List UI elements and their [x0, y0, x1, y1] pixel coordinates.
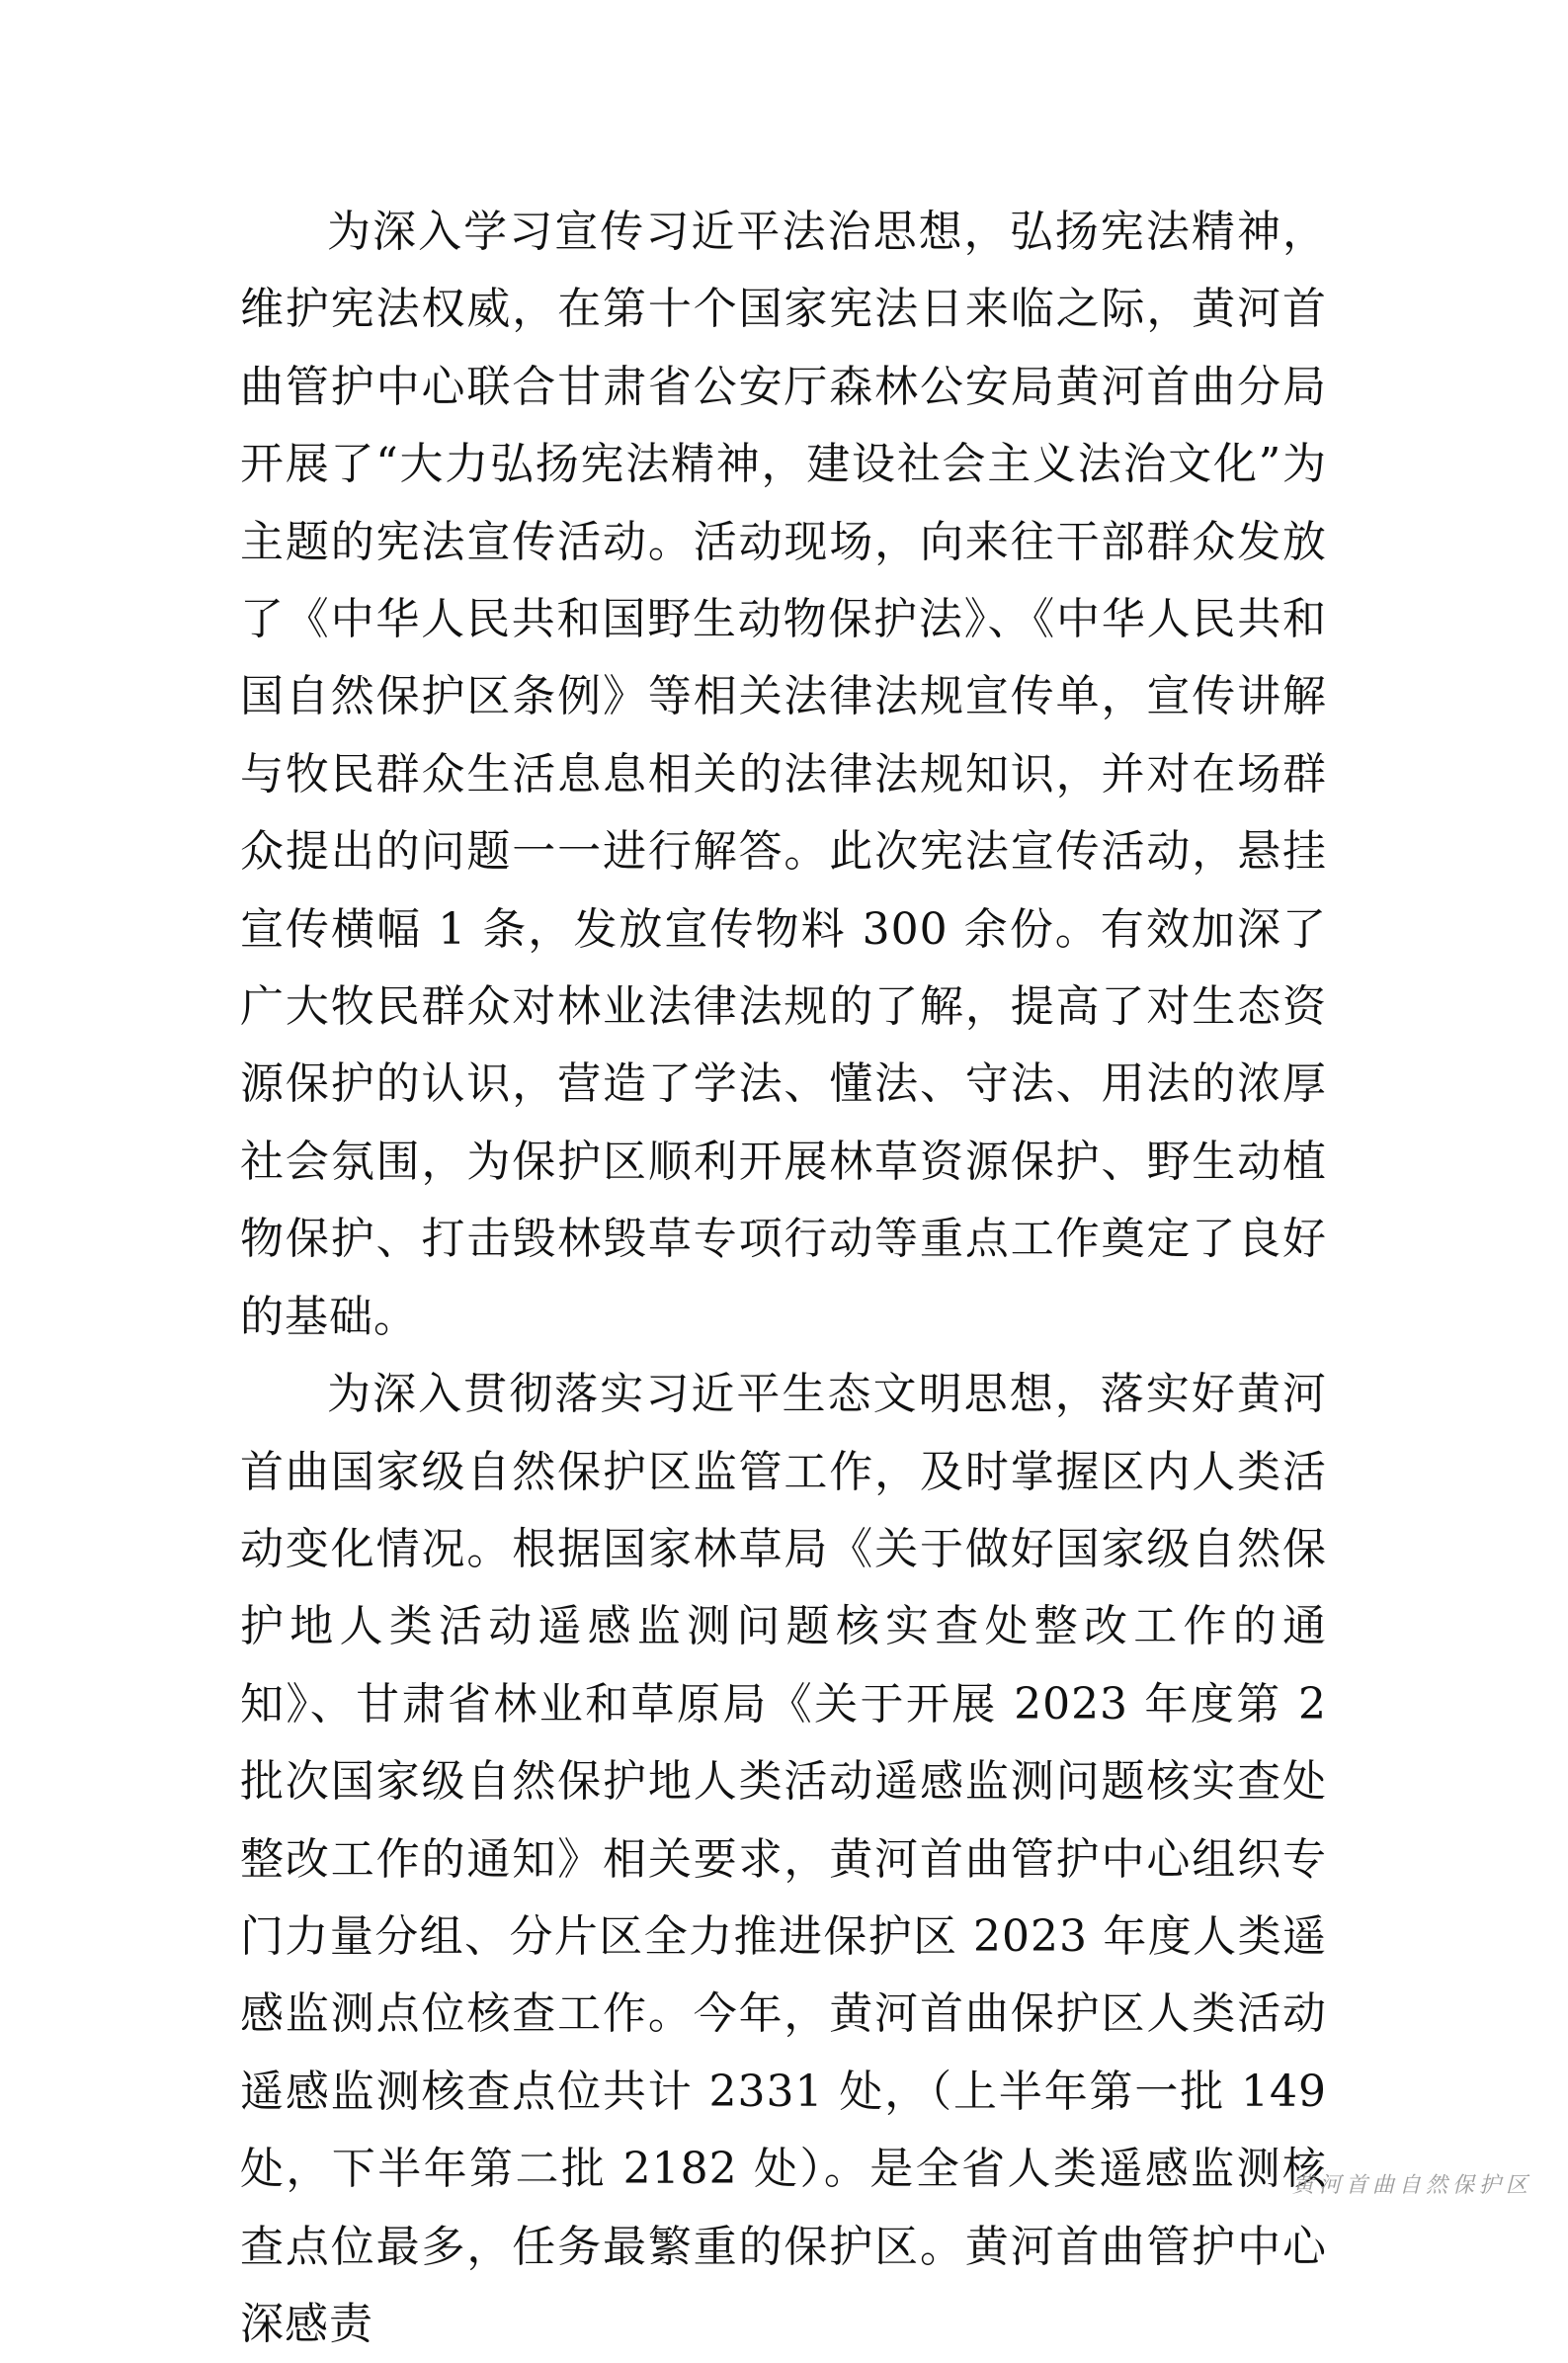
document-body — [240, 194, 1327, 2363]
reserve-name-watermark: 黄河首曲自然保护区 — [1291, 2173, 1532, 2198]
paragraph-constitution-day: 为深入学习宣传习近平法治思想，弘扬宪法精神，维护宪法权威，在第十个国家宪法日来临之际，黄河首曲管护中心联合甘肃省公安厅森林公安局黄河首曲分局开展了“大力弘扬宪法精神，建设社会主义法治文化”为主题的宪法宣传活动。活动现场，向来往干部群众发放了《中华人民共和国野生动物保护法》、《中华人民共和国自然保护区条例》等相关法律法规宣传单，宣传讲解与牧民群众生活息息相关的法律法规知识，并对在场群众提出的问题一一进行解答。此次宪法宣传活动，悬挂宣传横幅 1 条，发放宣传物料 300 余份。有效加深了广大牧民群众对林业法律法规的了解，提高了对生态资源保护的认识，营造了学法、懂法、守法、用法的浓厚社会氛围，为保护区顺利开展林草资源保护、野生动植物保护、打击毁林毁草专项行动等重点工作奠定了良好的基础。 — [240, 207, 1327, 1342]
paragraph-remote-sensing-monitoring: 为深入贯彻落实习近平生态文明思想，落实好黄河首曲国家级自然保护区监管工作，及时掌握区内人类活动变化情况。根据国家林草局《关于做好国家级自然保护地人类活动遥感监测问题核实查处整改工作的通知》、甘肃省林业和草原局《关于开展 2023 年度第 2 批次国家级自然保护地人类活动遥感监测问题核实查处整改工作的通知》相关要求，黄河首曲管护中心组织专门力量分组、分片区全力推进保护区 2023 年度人类遥感监测点位核查工作。今年，黄河首曲保护区人类活动遥感监测核查点位共计 2331 处，（上半年第一批 149 处，下半年第二批 2182 处）。是全省人类遥感监测核查点位最多，任务最繁重的保护区。黄河首曲管护中心深感责 — [240, 1369, 1327, 2349]
